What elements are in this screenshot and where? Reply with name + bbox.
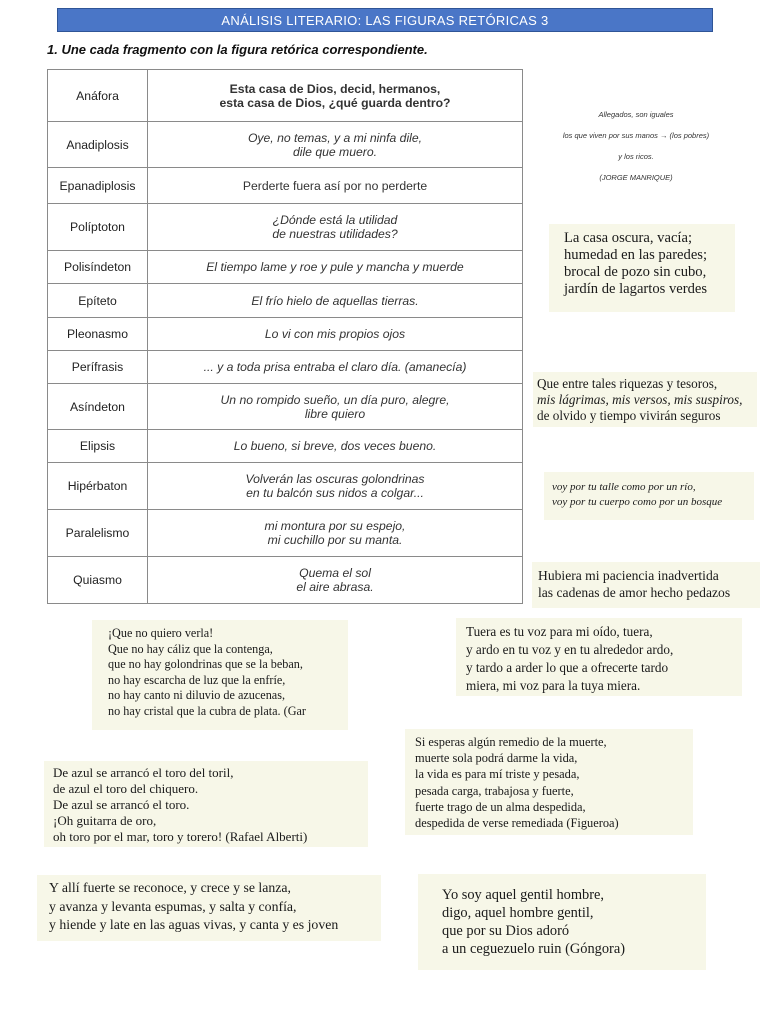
handwritten-note	[538, 104, 734, 188]
note-line: y los ricos.	[618, 152, 654, 161]
fragment: Perderte fuera así por no perderte	[148, 168, 523, 204]
table-row	[48, 70, 523, 122]
figure-name: Políptoton	[48, 204, 148, 251]
note-line: Allegados, son iguales	[598, 110, 674, 119]
figure-name: Anadiplosis	[48, 122, 148, 168]
page-title-banner	[57, 8, 713, 32]
table-row	[48, 510, 523, 557]
figure-name: Epíteto	[48, 284, 148, 318]
figure-name: Asíndeton	[48, 384, 148, 430]
fragment: ... y a toda prisa entraba el claro día. (amanecía)	[148, 351, 523, 384]
fragment: Esta casa de Dios, decid, hermanos, esta casa de Dios, ¿qué guarda dentro?	[148, 70, 523, 122]
quote-fragment: voy por tu talle como por un río, voy por tu cuerpo como por un bosque	[544, 472, 754, 520]
figure-name: Elipsis	[48, 430, 148, 463]
fragment: Lo bueno, si breve, dos veces bueno.	[148, 430, 523, 463]
table-row	[48, 204, 523, 251]
quote-fragment: ¡Que no quiero verla! Que no hay cáliz que la contenga, que no hay golondrinas que se la beban, no hay escarcha de luz que la enfríe, no hay canto ni diluvio de azucenas, no hay cristal que la cubra de plata. (Gar	[92, 620, 348, 730]
figure-name: Polisíndeton	[48, 251, 148, 284]
fragment: El frío hielo de aquellas tierras.	[148, 284, 523, 318]
figure-name: Hipérbaton	[48, 463, 148, 510]
table-row	[48, 384, 523, 430]
figure-name: Epanadiplosis	[48, 168, 148, 204]
page-title: ANÁLISIS LITERARIO: LAS FIGURAS RETÓRICAS 3	[221, 13, 549, 28]
figure-name: Pleonasmo	[48, 318, 148, 351]
figures-table	[47, 69, 523, 604]
fragment: Oye, no temas, y a mi ninfa dile, dile que muero.	[148, 122, 523, 168]
table-row	[48, 251, 523, 284]
note-line: los que viven por sus manos → (los pobres)	[562, 131, 710, 140]
table-row	[48, 168, 523, 204]
fragment: Lo vi con mis propios ojos	[148, 318, 523, 351]
table-row	[48, 430, 523, 463]
quote-fragment: Que entre tales riquezas y tesoros, mis lágrimas, mis versos, mis suspiros, de olvido y tiempo vivirán seguros	[533, 372, 757, 427]
quote-fragment: Hubiera mi paciencia inadvertida las cadenas de amor hecho pedazos	[532, 562, 760, 608]
table-row	[48, 122, 523, 168]
fragment: El tiempo lame y roe y pule y mancha y muerde	[148, 251, 523, 284]
quote-fragment: Si esperas algún remedio de la muerte, muerte sola podrá darme la vida, la vida es para mí triste y pesada, pesada carga, trabajosa y fuerte, fuerte trago de un alma despedida, despedida de verse remediada (Figueroa)	[405, 729, 693, 835]
table-row	[48, 557, 523, 604]
figure-name: Anáfora	[48, 70, 148, 122]
fragment: Quema el sol el aire abrasa.	[148, 557, 523, 604]
fragment: Un no rompido sueño, un día puro, alegre, libre quiero	[148, 384, 523, 430]
table-row	[48, 463, 523, 510]
fragment: Volverán las oscuras golondrinas en tu balcón sus nidos a colgar...	[148, 463, 523, 510]
quote-fragment: Y allí fuerte se reconoce, y crece y se lanza, y avanza y levanta espumas, y salta y confía, y hiende y late en las aguas vivas, y canta y es joven	[37, 875, 381, 941]
table-row	[48, 318, 523, 351]
figure-name: Perífrasis	[48, 351, 148, 384]
fragment: mi montura por su espejo, mi cuchillo por su manta.	[148, 510, 523, 557]
quote-fragment: La casa oscura, vacía; humedad en las paredes; brocal de pozo sin cubo, jardín de lagartos verdes	[549, 224, 735, 312]
figure-name: Paralelismo	[48, 510, 148, 557]
table-row	[48, 351, 523, 384]
quote-fragment: Tuera es tu voz para mi oído, tuera, y ardo en tu voz y en tu alrededor ardo, y tardo a arder lo que a ofrecerte tardo miera, mi voz para la tuya miera.	[456, 618, 742, 696]
figure-name: Quiasmo	[48, 557, 148, 604]
exercise-instruction: 1. Une cada fragmento con la figura retórica correspondiente.	[47, 42, 428, 57]
fragment: ¿Dónde está la utilidad de nuestras utilidades?	[148, 204, 523, 251]
note-line: (JORGE MANRIQUE)	[599, 173, 673, 182]
quote-fragment: De azul se arrancó el toro del toril, de azul el toro del chiquero. De azul se arrancó el toro. ¡Oh guitarra de oro, oh toro por el mar, toro y torero! (Rafael Alberti)	[44, 761, 368, 847]
quote-fragment: Yo soy aquel gentil hombre, digo, aquel hombre gentil, que por su Dios adoró a un ceguezuelo ruin (Góngora)	[418, 874, 706, 970]
table-row	[48, 284, 523, 318]
